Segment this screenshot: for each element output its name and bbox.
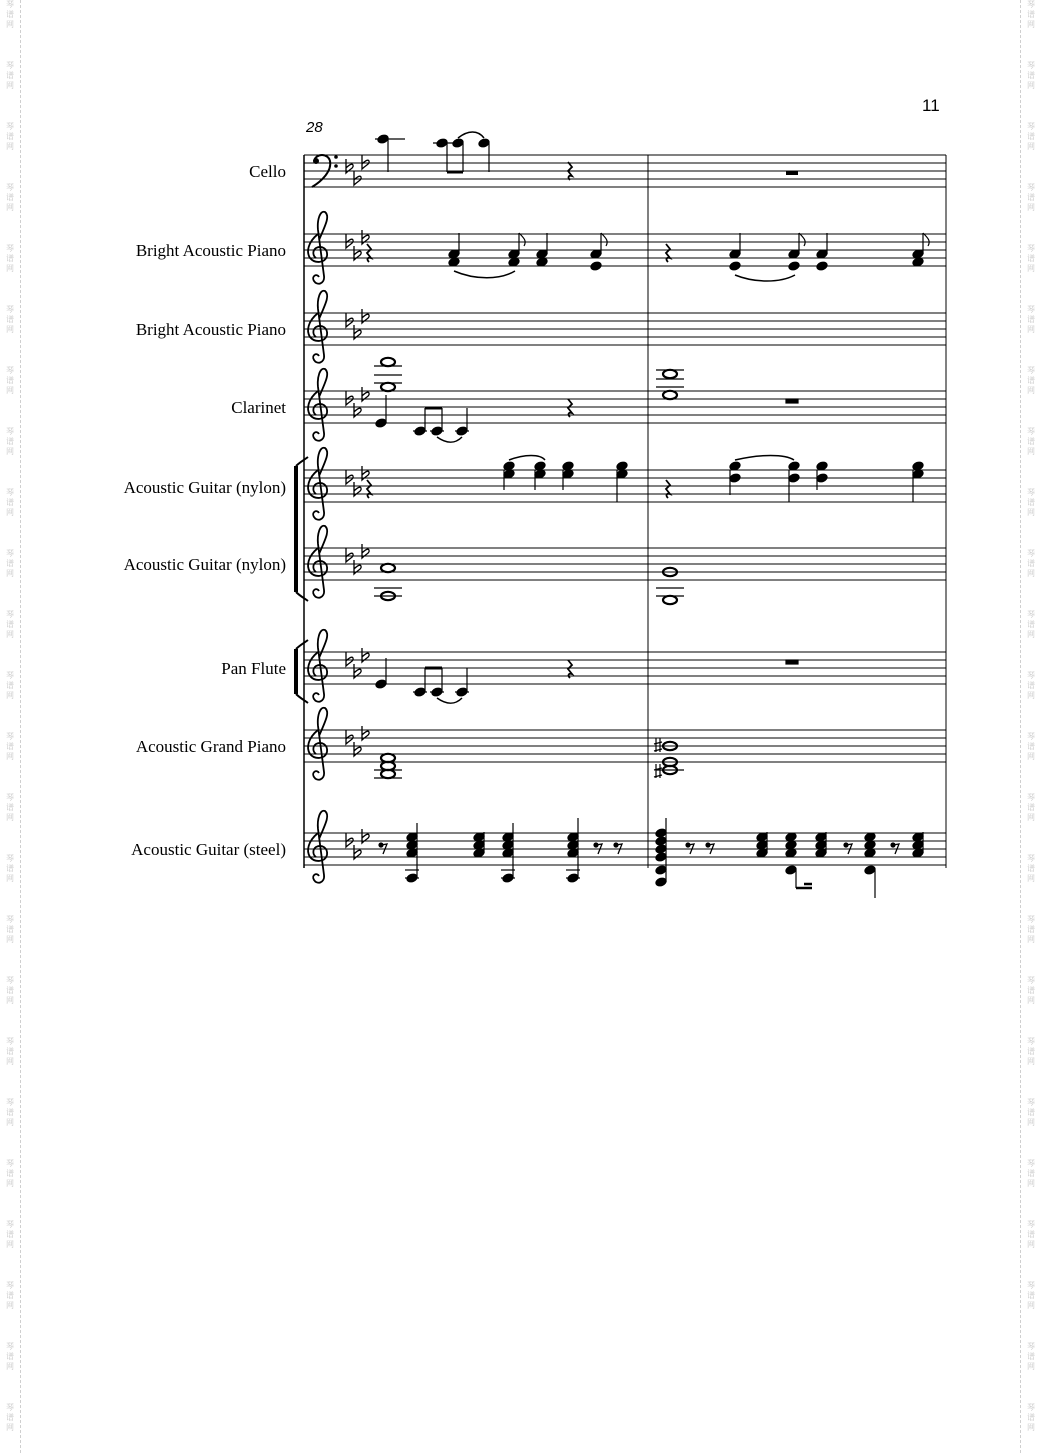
watermark-text: 琴 谱 网 [6, 671, 14, 700]
watermark-text: 琴 谱 网 [1027, 549, 1035, 578]
watermark-text: 琴 谱 网 [6, 915, 14, 944]
watermark-text: 琴 谱 网 [1027, 1098, 1035, 1127]
watermark-text: 琴 谱 网 [6, 244, 14, 273]
watermark-text: 琴 谱 网 [1027, 854, 1035, 883]
watermark-text: 琴 谱 网 [1027, 1037, 1035, 1066]
watermark-text: 琴 谱 网 [6, 427, 14, 456]
watermark-text: 琴 谱 网 [1027, 1159, 1035, 1188]
instrument-label-grand-piano: Acoustic Grand Piano [135, 737, 286, 756]
instrument-label-pan-flute: Pan Flute [221, 659, 286, 678]
watermark-text: 琴 谱 网 [6, 976, 14, 1005]
measure-number: 28 [306, 119, 323, 136]
watermark-text: 琴 谱 网 [6, 0, 14, 29]
instrument-label-bright-piano-1: Bright Acoustic Piano [135, 241, 286, 260]
watermark-text: 琴 谱 网 [1027, 793, 1035, 822]
watermark-text: 琴 谱 网 [6, 61, 14, 90]
instrument-label-nylon-guitar-1: Acoustic Guitar (nylon) [123, 478, 286, 497]
watermark-text: 琴 谱 网 [6, 610, 14, 639]
watermark-text: 琴 谱 网 [1027, 61, 1035, 90]
watermark-text: 琴 谱 网 [6, 793, 14, 822]
watermark-text: 琴 谱 网 [1027, 1342, 1035, 1371]
watermark-text: 琴 谱 网 [6, 854, 14, 883]
page-number: 11 [922, 96, 940, 115]
watermark-text: 琴 谱 网 [6, 1281, 14, 1310]
watermark-text: 琴 谱 网 [1027, 610, 1035, 639]
watermark-text: 琴 谱 网 [6, 732, 14, 761]
instrument-label-clarinet: Clarinet [231, 398, 286, 417]
watermark-text: 琴 谱 网 [1027, 915, 1035, 944]
watermark-text: 琴 谱 网 [1027, 488, 1035, 517]
instrument-label-nylon-guitar-2: Acoustic Guitar (nylon) [123, 555, 286, 574]
watermark-text: 琴 谱 网 [1027, 671, 1035, 700]
watermark-text: 琴 谱 网 [6, 549, 14, 578]
instrument-label-cello: Cello [249, 162, 286, 181]
watermark-text: 琴 谱 网 [1027, 0, 1035, 29]
watermark-text: 琴 谱 网 [6, 122, 14, 151]
watermark-text: 琴 谱 网 [6, 1403, 14, 1432]
instrument-label-steel-guitar: Acoustic Guitar (steel) [131, 840, 286, 859]
watermark-text: 琴 谱 网 [6, 1037, 14, 1066]
watermark-text: 琴 谱 网 [1027, 305, 1035, 334]
watermark-text: 琴 谱 网 [1027, 366, 1035, 395]
watermark-text: 琴 谱 网 [6, 1342, 14, 1371]
watermark-text: 琴 谱 网 [1027, 427, 1035, 456]
watermark-text: 琴 谱 网 [1027, 1220, 1035, 1249]
instrument-label-bright-piano-2: Bright Acoustic Piano [135, 320, 286, 339]
watermark-text: 琴 谱 网 [6, 488, 14, 517]
watermark-text: 琴 谱 网 [6, 183, 14, 212]
watermark-text: 琴 谱 网 [6, 1159, 14, 1188]
watermark-text: 琴 谱 网 [1027, 976, 1035, 1005]
watermark-text: 琴 谱 网 [1027, 244, 1035, 273]
watermark-text: 琴 谱 网 [1027, 183, 1035, 212]
watermark-text: 琴 谱 网 [1027, 1403, 1035, 1432]
watermark-text: 琴 谱 网 [6, 1098, 14, 1127]
watermark-text: 琴 谱 网 [6, 366, 14, 395]
watermark-text: 琴 谱 网 [6, 305, 14, 334]
watermark-text: 琴 谱 网 [1027, 1281, 1035, 1310]
watermark-text: 琴 谱 网 [1027, 732, 1035, 761]
watermark-text: 琴 谱 网 [6, 1220, 14, 1249]
watermark-text: 琴 谱 网 [1027, 122, 1035, 151]
